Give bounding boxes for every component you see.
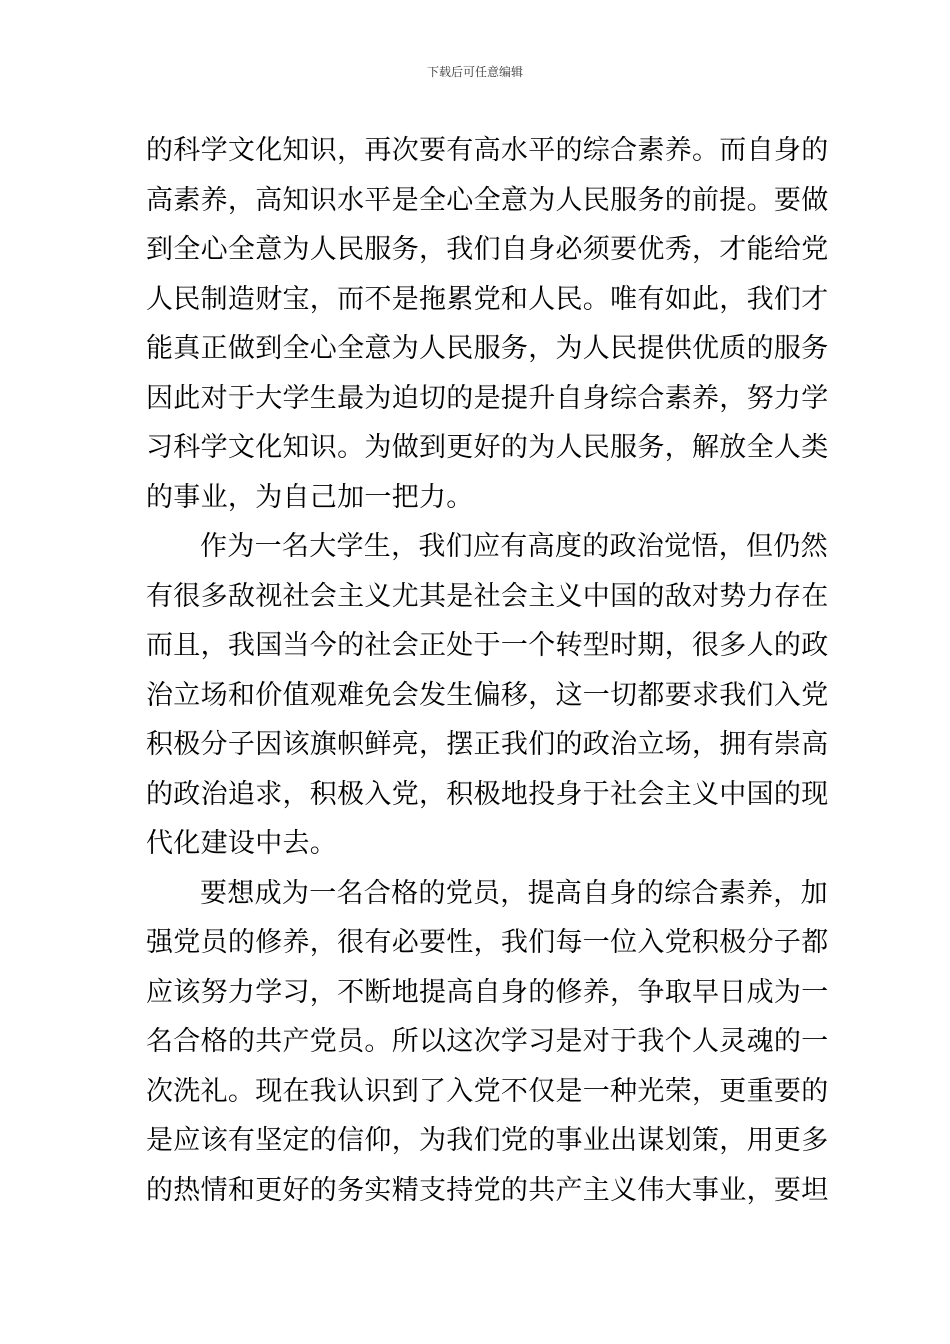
text-line: 的政治追求，积极入党，积极地投身于社会主义中国的现 — [146, 778, 829, 810]
text-line: 人民制造财宝，而不是拖累党和人民。唯有如此，我们才 — [146, 283, 829, 315]
text-line: 积极分子因该旗帜鲜亮，摆正我们的政治立场，拥有崇高 — [146, 729, 829, 760]
text-line: 是应该有坚定的信仰，为我们党的事业出谋划策，用更多 — [146, 1125, 829, 1156]
text-line: 治立场和价值观难免会发生偏移，这一切都要求我们入党 — [146, 679, 829, 711]
text-line: 名合格的共产党员。所以这次学习是对于我个人灵魂的一 — [146, 1026, 829, 1057]
body-text — [146, 126, 829, 1215]
text-line: 的事业，为自己加一把力。 — [146, 481, 474, 513]
text-line: 因此对于大学生最为迫切的是提升自身综合素养，努力学 — [146, 382, 829, 414]
text-line: 能真正做到全心全意为人民服务，为人民提供优质的服务 — [146, 333, 829, 364]
text-line: 代化建设中去。 — [146, 828, 338, 859]
text-line: 到全心全意为人民服务，我们自身必须要优秀，才能给党 — [146, 234, 829, 265]
text-line: 强党员的修养，很有必要性，我们每一位入党积极分子都 — [146, 927, 829, 958]
text-line: 而且，我国当今的社会正处于一个转型时期，很多人的政 — [146, 630, 829, 661]
text-line: 高素养，高知识水平是全心全意为人民服务的前提。要做 — [146, 184, 829, 216]
paragraph-first-line: 作为一名大学生，我们应有高度的政治觉悟，但仍然 — [200, 531, 828, 562]
text-line: 应该努力学习，不断地提高自身的修养，争取早日成为一 — [146, 976, 829, 1008]
page-header: 下载后可任意编辑 — [426, 65, 523, 79]
text-line: 的热情和更好的务实精支持党的共产主义伟大事业，要坦 — [146, 1174, 829, 1206]
text-line: 有很多敌视社会主义尤其是社会主义中国的敌对势力存在 — [146, 580, 829, 612]
text-line: 次洗礼。现在我认识到了入党不仅是一种光荣，更重要的 — [146, 1075, 829, 1107]
text-line: 的科学文化知识，再次要有高水平的综合素养。而自身的 — [146, 135, 829, 166]
text-line: 习科学文化知识。为做到更好的为人民服务，解放全人类 — [146, 432, 829, 463]
paragraph-first-line: 要想成为一名合格的党员，提高自身的综合素养，加 — [200, 877, 828, 909]
